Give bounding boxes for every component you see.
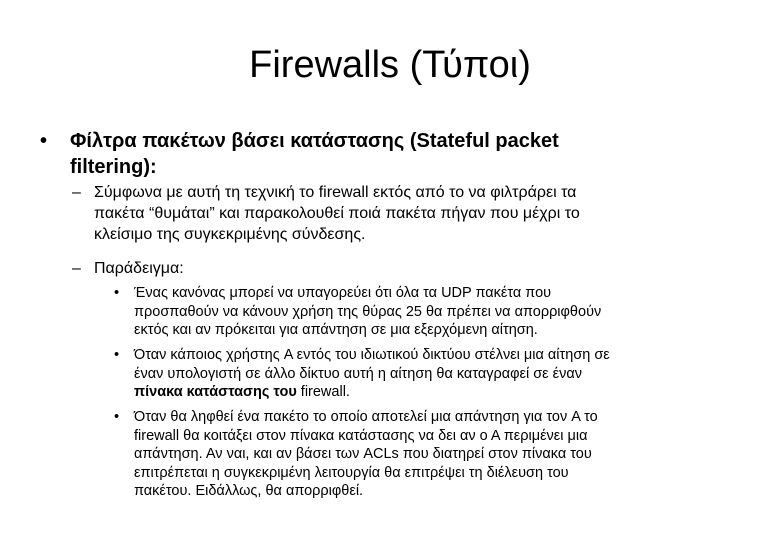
example-text: [134, 408, 744, 501]
sub-item-line: κλείσιμο της συγκεκριμένης σύνδεσης.: [94, 226, 366, 243]
example-text: [134, 284, 744, 340]
example-tail: firewall.: [296, 384, 350, 401]
example-bold-term: πίνακα κατάστασης του: [134, 384, 297, 401]
example-line: επιτρέπεται η συγκεκριμένη λειτουργία θα επιτρέψει τη διέλευση του: [134, 464, 569, 481]
sub-item-text: [94, 258, 744, 279]
example-line: έναν υπολογιστή σε άλλο δίκτυο αυτή η αίτηση θα καταγραφεί σε έναν: [134, 365, 583, 382]
example-line: Όταν κάποιος χρήστης A εντός του ιδιωτικού δικτύου στέλνει μια αίτηση σε: [134, 347, 610, 363]
slide-title: Firewalls (Τύποι): [249, 44, 531, 86]
sub-item-line: πακέτα “θυμάται” και παρακολουθεί ποιά πακέτα πήγαν που μέχρι το: [94, 205, 580, 222]
sub-item-label: Παράδειγμα:: [94, 260, 184, 277]
sub-item-text: [94, 182, 744, 245]
example-line: απάντηση. Αν ναι, και αν βάσει των ACLs που διατηρεί στον πίνακα του: [134, 446, 592, 463]
bullet-icon: •: [114, 409, 120, 425]
sub-item-line: Σύμφωνα με αυτή τη τεχνική το firewall εκτός από το να φιλτράρει τα: [94, 184, 577, 201]
dash-icon: –: [72, 184, 81, 201]
dash-icon: –: [72, 260, 81, 277]
bullet-text: [70, 128, 730, 180]
bullet-line: filtering):: [70, 156, 157, 178]
example-line: Ένας κανόνας μπορεί να υπαγορεύει ότι όλα τα UDP πακέτα που: [134, 285, 552, 301]
bullet-line: Φίλτρα πακέτων βάσει κατάστασης (Stateful packet: [70, 130, 559, 152]
example-line: πακέτου. Ειδάλλως, θα απορριφθεί.: [134, 483, 364, 500]
example-line: Όταν θα ληφθεί ένα πακέτο το οποίο αποτελεί μια απάντηση για τον A το: [134, 409, 598, 425]
example-line: [134, 383, 744, 402]
bullet-icon: •: [114, 285, 120, 301]
example-line: firewall θα κοιτάξει στον πίνακα κατάστασης να δει αν ο Α περιμένει μια: [134, 427, 588, 444]
example-line: εκτός και αν πρόκειται για απάντηση σε μια εξερχόμενη αίτηση.: [134, 322, 538, 339]
example-text: [134, 346, 744, 402]
example-line: προσπαθούν να κάνουν χρήση της θύρας 25 θα πρέπει να απορριφθούν: [134, 303, 602, 320]
bullet-icon: •: [114, 347, 120, 363]
bullet-icon: •: [40, 130, 48, 152]
